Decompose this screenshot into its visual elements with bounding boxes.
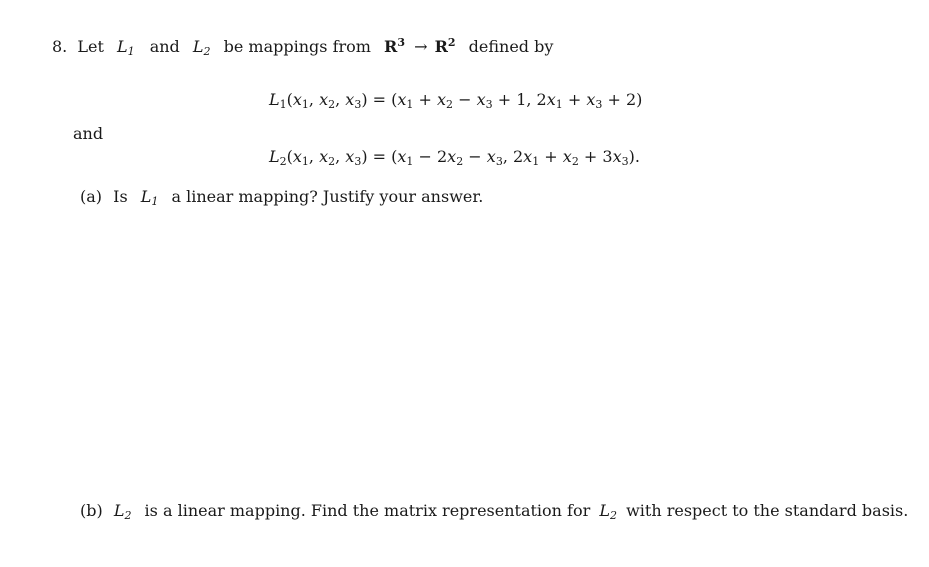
part-b: [80, 501, 909, 522]
codomain-space: $R^2$: [434, 36, 456, 56]
part-a: [80, 187, 484, 208]
problem-number: 8.: [52, 37, 68, 56]
l1-symbol: $L_1$: [116, 37, 135, 58]
and-label: and: [73, 124, 104, 143]
part-a-label: (a): [80, 187, 103, 206]
l2-symbol: $L_2$: [192, 37, 211, 58]
part-b-l2-symbol-2: $L_2$: [599, 501, 617, 522]
and-word: and: [149, 37, 180, 56]
part-a-l1-symbol: $L_1$: [140, 187, 159, 208]
problem-statement: [52, 36, 554, 58]
part-b-text-2: with respect to the standard basis.: [626, 501, 909, 520]
arrow-symbol: →: [414, 37, 428, 56]
part-b-label: (b): [80, 501, 103, 520]
part-b-text-1: is a linear mapping. Find the matrix representation for: [144, 501, 591, 520]
domain-space: $R^3$: [384, 36, 405, 56]
intro-let: Let: [77, 37, 104, 56]
equation-l2: $L_2(x_1$, $x_2$, $x_3) = (x_1 - 2x_2 - x_3$, $2x_1 + x_2 + 3x_3$).: [269, 147, 640, 168]
part-a-text: a linear mapping? Justify your answer.: [171, 187, 484, 206]
part-a-is: Is: [113, 187, 128, 206]
part-b-l2-symbol: $L_2$: [113, 501, 132, 522]
defined-by-text: defined by: [468, 37, 554, 56]
equation-l1: $L_1(x_1$, $x_2$, $x_3) = (x_1 + x_2 - x_3 + 1$, $2x_1 + x_3 + 2$): [269, 90, 643, 111]
be-mappings-text: be mappings from: [223, 37, 371, 56]
